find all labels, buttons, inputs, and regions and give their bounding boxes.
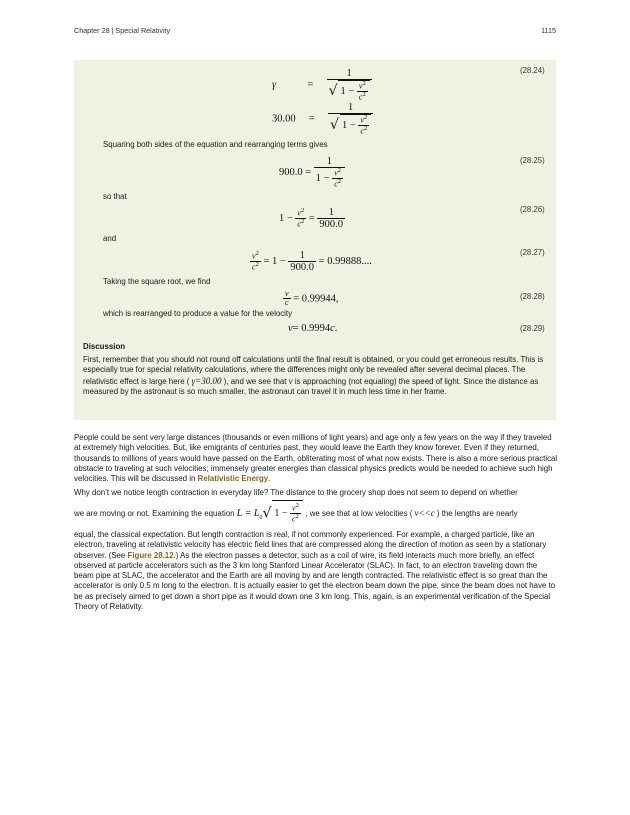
equation-number: (28.27) <box>520 248 545 257</box>
one-minus: 1 − <box>315 172 330 184</box>
paragraph-1 <box>74 433 558 484</box>
equation-number: (28.26) <box>520 205 545 214</box>
denominator <box>328 113 373 136</box>
equation-number: (28.25) <box>520 156 545 165</box>
exp: 2 <box>295 513 299 521</box>
v-var: v <box>252 251 256 261</box>
fraction <box>314 156 345 189</box>
page-number: 1115 <box>541 26 556 35</box>
gamma-value: 30.00 <box>272 113 296 125</box>
eq-sign: = <box>308 113 315 125</box>
lhs: 900.0 = <box>279 166 312 178</box>
one-minus: 1 − <box>340 85 355 97</box>
figure-28-12-link[interactable]: Figure 28.12 <box>127 550 174 560</box>
eq-sign: = <box>307 79 314 91</box>
equation-number: (28.29) <box>520 324 545 333</box>
rhs: = 0.99888.... <box>318 255 372 267</box>
numerator: 1 <box>326 156 333 167</box>
one-minus: 1 − <box>274 508 288 519</box>
c-var: c <box>330 323 335 334</box>
v-var: v <box>292 503 296 513</box>
mid: = 1 − <box>263 255 286 267</box>
v2-over-c2 <box>357 81 368 102</box>
radicand <box>338 80 369 102</box>
equation-28-29 <box>288 323 337 334</box>
fraction <box>288 250 316 273</box>
radicand <box>340 114 371 136</box>
equation-number: (28.24) <box>520 66 545 75</box>
exp: 2 <box>300 206 305 214</box>
equation-28-27 <box>250 250 372 273</box>
radical-sign: √ <box>330 117 339 134</box>
v2-over-c2 <box>295 208 306 229</box>
c-var: c <box>358 92 363 102</box>
c-var: c <box>285 298 289 308</box>
rhs: = 0.99944, <box>293 293 339 305</box>
exp: 2 <box>300 218 305 226</box>
gamma-value-inline: γ=30.00 <box>191 375 222 386</box>
v-var: v <box>360 115 364 125</box>
c-var: c <box>297 219 301 229</box>
lhs: 1 − <box>279 212 293 224</box>
discussion-text-1: First, remember that you should not round off calculations until the final result is obtained, or you could get erroneous results. This is especially true for special relativity calculations, where the differences might only be revealed after several decimal places. The relativistic effect is large here ( <box>83 355 544 386</box>
discussion-title: Discussion <box>83 342 126 351</box>
numerator: 1 <box>346 68 352 79</box>
denominator <box>314 167 345 189</box>
length-contraction-equation <box>236 502 306 524</box>
eq-sign: = <box>308 212 315 224</box>
exp: 2 <box>337 178 342 186</box>
paragraph-2-rest <box>74 530 558 612</box>
subscript: 0 <box>259 515 263 521</box>
period: . <box>268 474 271 484</box>
c-var: c <box>292 514 296 524</box>
exp: 2 <box>255 249 259 257</box>
fraction <box>328 102 373 136</box>
paragraph-2-text: equal, the classical expectation. But length contraction is real, if not commonly experienced. For example, a charged particle, like an electron, traveling at relativistic velocity has electric field lines that are compressed along the direction of motion as seen by a stationary observer. (See <box>74 530 547 560</box>
paragraph-1-text: People could be sent very large distances (thousands or even millions of light years) and age only a few years on the way if they traveled at extremely high velocities. But, like emigrants of centuries past, they would leave the Earth they know forever. Even if they returned, thousands to millions of years would have passed on the Earth, obliterating most of what now exists. There is also a more serious practical obstacle to traveling at such velocities; immensely greater energies than classical physics predicts would be needed to achieve such high velocities. This will be discussed in <box>74 433 558 484</box>
numerator: 1 <box>348 102 354 113</box>
paragraph-2-text: ) the lengths are nearly <box>436 509 518 518</box>
text-squaring: Squaring both sides of the equation and rearranging terms gives <box>103 140 328 149</box>
chapter-header: Chapter 28 | Special Relativity <box>74 26 171 35</box>
radical-sign: √ <box>328 83 338 100</box>
discussion-text-3: is approaching (not equaling) the speed of light. Since the distance as measured by the astronaut is so much smaller, the astronaut can travel it in much less time in her frame. <box>83 376 539 396</box>
one-minus: 1 − <box>341 119 356 131</box>
fraction <box>327 68 372 102</box>
exp: 2 <box>295 502 299 510</box>
equation-28-24-line1 <box>272 68 372 102</box>
c-var: c <box>334 179 338 189</box>
example-box <box>74 60 556 420</box>
paragraph-2-line-1: Why don’t we notice length contraction in everyday life? The distance to the grocery shop does not seem to depend on whether <box>74 488 518 497</box>
exp: 2 <box>363 114 368 122</box>
text-so-that: so that <box>103 192 127 201</box>
v2-over-c2 <box>250 251 261 272</box>
L-eq: L = L <box>236 508 260 519</box>
paragraph-2-line-2 <box>74 500 558 531</box>
radical-sign: √ <box>262 505 272 522</box>
v2-over-c2 <box>332 168 343 189</box>
c-var: c <box>360 126 364 136</box>
v-var: v <box>288 323 293 334</box>
v-inline: v <box>288 375 293 386</box>
radicand <box>272 500 302 527</box>
exp: 2 <box>255 261 259 269</box>
discussion-text-2: ), and we see that <box>223 376 287 386</box>
equation-28-28 <box>283 290 338 308</box>
exp: 2 <box>362 80 366 88</box>
v2-over-c2 <box>290 503 301 524</box>
exp: 2 <box>362 91 366 99</box>
exp: 2 <box>337 167 342 175</box>
period: . <box>334 323 338 334</box>
v-var: v <box>285 289 289 298</box>
paragraph-2-text: .) As the electron passes a detector, such as a coil of wire, its field interacts much more briefly, an effect observed at particle accelerators such as the 3 km long Stanford Linear Accelerator (SLAC). In fact, to an electron traveling down the beam pipe at SLAC, the accelerator and the Earth are all moving by and are length contracted. The relativistic effect is so great than the accelerator is only 0.5 m long to the electron. It is actually easier to get the electron beam down the pipe, since the beam does not have to be as precisely aimed to get down a short pipe as it would down one 3 km long. This, again, is an experimental verification of the Special Theory of Relativity. <box>74 550 556 612</box>
text-rearranged: which is rearranged to produce a value for the velocity <box>103 309 293 318</box>
fraction <box>317 207 345 230</box>
equation-28-25 <box>279 156 345 189</box>
denominator <box>327 79 372 102</box>
discussion-paragraph <box>83 355 549 397</box>
low-velocity-condition: v<<c <box>414 508 435 518</box>
rhs: = 0.9994 <box>292 323 331 334</box>
c-var: c <box>252 262 256 272</box>
paragraph-2-text: we are moving or not. Examining the equation <box>74 509 235 518</box>
paragraph-2-text: , we see that at low velocities ( <box>305 509 413 518</box>
denominator: 900.0 <box>290 262 315 274</box>
text-square-root: Taking the square root, we find <box>103 277 211 286</box>
v2-over-c2 <box>358 115 369 136</box>
exp: 2 <box>363 125 368 133</box>
v-over-c <box>283 290 291 308</box>
gamma-symbol: γ <box>272 79 277 91</box>
v-var: v <box>358 81 363 91</box>
text-and: and <box>103 234 117 243</box>
v-var: v <box>334 168 338 178</box>
relativistic-energy-link[interactable]: Relativistic Energy <box>197 474 269 484</box>
numerator: 1 <box>299 250 305 261</box>
equation-28-24-line2 <box>272 102 373 136</box>
numerator: 1 <box>328 207 334 218</box>
equation-28-26 <box>279 207 345 230</box>
v-var: v <box>297 208 301 218</box>
denominator: 900.0 <box>319 219 344 231</box>
equation-number: (28.28) <box>520 292 545 301</box>
